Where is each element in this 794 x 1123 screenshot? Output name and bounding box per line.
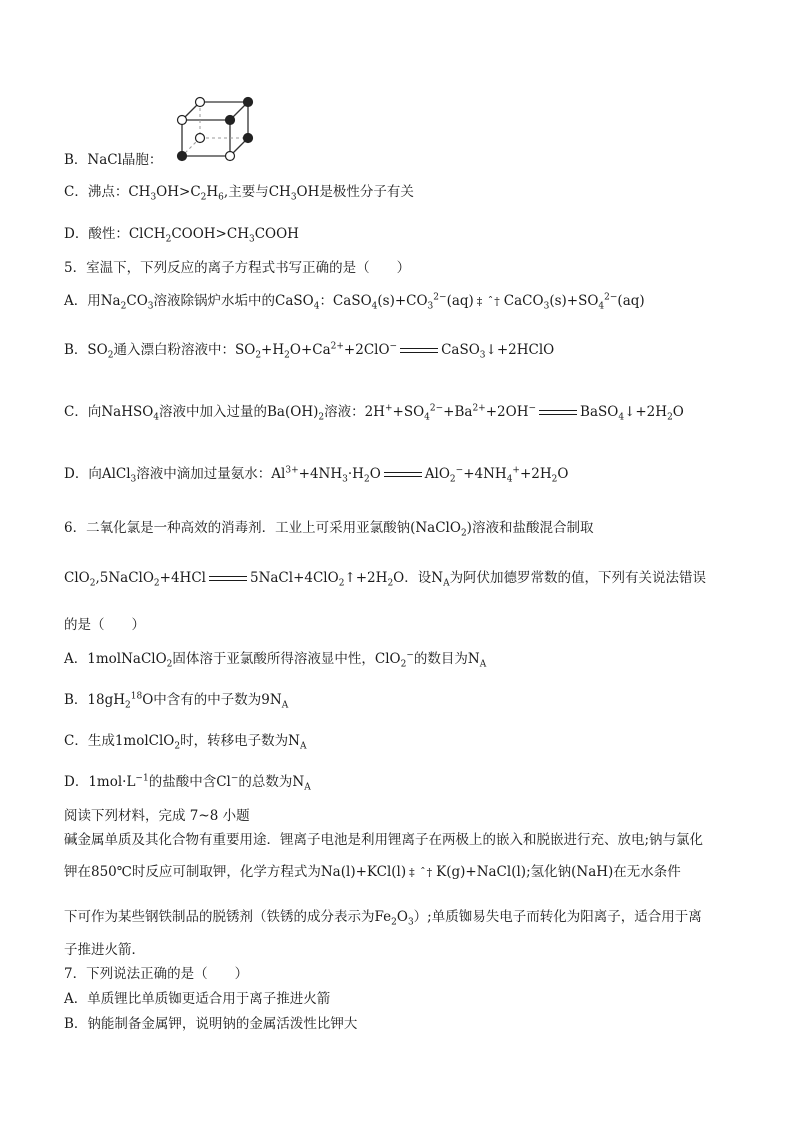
q6-stem-line-2: ClO$_2$,5NaClO$_2$+4HCl $5NaCl+4ClO_2↑+2H_2O$．设$N_A$为阿伏加德罗常数的值，下列有关说法错误 — [64, 570, 707, 589]
material-intro: 阅读下列材料，完成 7~8 小题 — [64, 808, 250, 824]
equilibrium-arrow-icon: ‡ ˆ† — [476, 295, 501, 308]
equals-sign-icon — [400, 347, 438, 355]
q5-option-c: C．向NaHSO$_4$溶液中加入过量的$Ba(OH)_2$溶液：$2H^++SO_4^{2-}+Ba^{2+}+2OH^-$ $BaSO_4↓+2H_2O$ — [64, 403, 684, 423]
q5-option-b: B．$SO_2$通入漂白粉溶液中：$SO_2+H_2O+Ca^{2+}+2ClO^-$ CaSO$_3$↓+2HClO — [64, 341, 555, 361]
equals-sign-icon — [384, 471, 422, 479]
equals-sign-icon — [539, 409, 577, 417]
q7-option-b: B．钠能制备金属钾，说明钠的金属活泼性比钾大 — [64, 1016, 358, 1032]
q6-stem-line-1: 6．二氧化氯是一种高效的消毒剂．工业上可采用亚氯酸钠(NaClO$_2$)溶液和盐酸混合制取 — [64, 520, 594, 539]
q7-stem: 7．下列说法正确的是（ ） — [64, 966, 249, 982]
material-line-1: 碱金属单质及其化合物有重要用途．锂离子电池是利用锂离子在两极上的嵌入和脱嵌进行充、放电;钠与氯化 — [64, 832, 704, 848]
q4-option-d: D．酸性：$ClCH_2COOH>CH_3COOH$ — [64, 226, 299, 245]
q6-option-d: D．$1mol\cdot L^{-1}$的盐酸中含Cl−的总数为$N_A$ — [64, 773, 311, 793]
nacl-unit-cell-diagram — [170, 90, 270, 165]
q7-option-a: A．单质锂比单质铷更适合用于离子推进火箭 — [64, 991, 331, 1007]
q6-option-a: A．1molNaClO$_2$固体溶于亚氯酸所得溶液显中性，ClO$_2$−的数目为$N_A$ — [64, 650, 487, 670]
q5-option-d: D．向AlCl$_3$溶液中滴加过量氨水：$Al^{3+}+4NH_3\cdot H_2O$ $AlO_2^-+4NH_4^++2H_2O$ — [64, 465, 569, 485]
q4-option-c: C．沸点：$CH_3OH>C_2H_6$,主要与$CH_3OH$是极性分子有关 — [64, 184, 414, 203]
q6-stem-line-3: 的是（ ） — [64, 617, 145, 633]
q6-option-b: B．$18gH_2^{18}O$中含有的中子数为$9N_A$ — [64, 691, 289, 711]
material-line-4: 子推进火箭． — [64, 942, 145, 958]
equals-sign-icon — [209, 575, 247, 583]
q5-option-a: A．用$Na_2CO_3$溶液除锅炉水垢中的CaSO$_4$：$CaSO_4(s)+CO_3^{2-}(aq)$ ‡ ˆ† $CaCO_3(s)+SO_4^{2-}(aq)$ — [64, 292, 645, 312]
q6-option-c: C．生成1molClO$_2$时，转移电子数为$N_A$ — [64, 733, 307, 752]
q5-stem: 5．室温下，下列反应的离子方程式书写正确的是（ ） — [64, 260, 411, 276]
material-line-2: 钾在850℃时反应可制取钾，化学方程式为Na(l)+KCl(l) ‡ ˆ† K(g)+NaCl(l);氢化钠(NaH)在无水条件 — [64, 864, 681, 880]
q4-option-b: B．NaCl晶胞： — [64, 152, 163, 168]
material-line-3: 下可作为某些钢铁制品的脱锈剂（铁锈的成分表示为$Fe_2O_3$）;单质铷易失电子而转化为阳离子，适合用于离 — [64, 909, 702, 928]
equilibrium-arrow-icon: ‡ ˆ† — [409, 866, 434, 879]
